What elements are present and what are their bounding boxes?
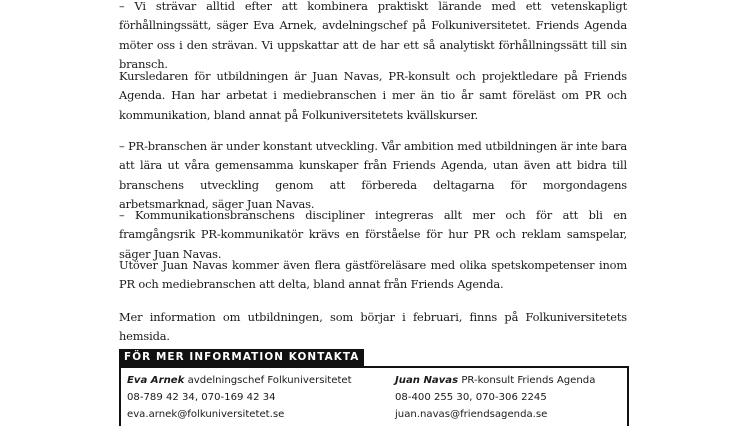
contact-name-line: [395, 372, 595, 389]
paragraph-guest-lecturers: Utöver Juan Navas kommer även flera gästföreläsare med olika spetskompetenser inom PR och mediebranschen att delta, bland annat från Friends Agenda.: [119, 258, 627, 292]
paragraph-quote-juan-1: – PR-branschen är under konstant utveckling. Vår ambition med utbildningen är inte bara att lära ut våra gemensamma kunskaper från Friends Agenda, utan även att bidra till branschens utveckling genom att förbereda deltagarna för morgondagens arbetsmarknad, säger Juan Navas.: [119, 139, 627, 212]
contact-name: Juan Navas: [395, 375, 459, 386]
contact-title: avdelningschef Folkuniversitetet: [187, 375, 352, 386]
contact-email[interactable]: juan.navas@friendsagenda.se: [395, 409, 548, 420]
contact-eva-arnek: [127, 372, 352, 423]
contact-section-header: FÖR MER INFORMATION KONTAKTA: [119, 349, 364, 366]
contact-name: Eva Arnek: [127, 375, 185, 386]
paragraph-quote-juan-2: – Kommunikationsbranschens discipliner integreras allt mer och för att bli en framgångsrik PR-kommunikatör krävs en förståelse för hur PR och reklam samspelar, säger Juan Navas.: [119, 208, 627, 261]
contact-juan-navas: [395, 372, 595, 423]
contact-email[interactable]: eva.arnek@folkuniversitetet.se: [127, 409, 285, 420]
paragraph-more-info: Mer information om utbildningen, som börjar i februari, finns på Folkuniversitetets hemsida.: [119, 310, 627, 344]
contact-title: PR-konsult Friends Agenda: [461, 375, 596, 386]
paragraph-quote-eva: – Vi strävar alltid efter att kombinera praktiskt lärande med ett vetenskapligt förhållningssätt, säger Eva Arnek, avdelningschef på Folkuniversitetet. Friends Agenda möter oss i den strävan. Vi uppskattar att de har ett så analytiskt förhållningssätt till sin bransch.: [119, 0, 627, 72]
paragraph-course-leader: Kursledaren för utbildningen är Juan Navas, PR-konsult och projektledare på Friends Agenda. Han har arbetat i mediebranschen i mer än tio år samt föreläst om PR och kommunikation, bland annat på Folkuniversitetets kvällskurser.: [119, 69, 627, 122]
contact-phone: 08-789 42 34, 070-169 42 34: [127, 392, 276, 403]
contact-name-line: [127, 372, 352, 389]
contact-divider: [119, 366, 627, 368]
contact-phone: 08-400 255 30, 070-306 2245: [395, 392, 547, 403]
